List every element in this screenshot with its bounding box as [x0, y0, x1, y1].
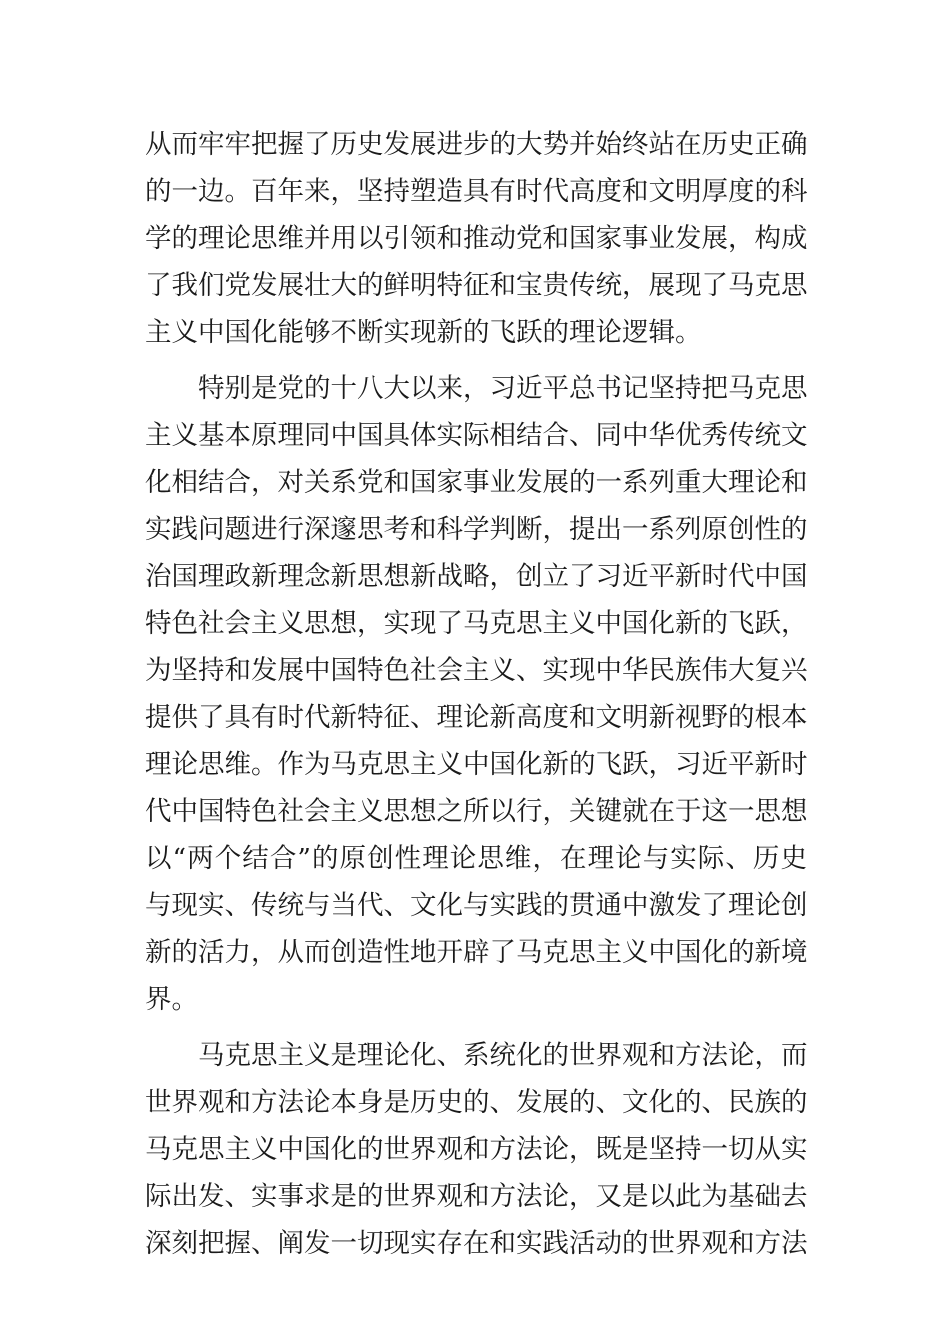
text-line: 理论思维。作为马克思主义中国化新的飞跃，习近平新时: [145, 749, 808, 780]
text-line: 主义基本原理同中国具体实际相结合、同中华优秀传统文: [145, 420, 808, 451]
text-line: 界。: [145, 984, 198, 1015]
text-line: 实践问题进行深邃思考和科学判断，提出一系列原创性的: [145, 514, 808, 545]
text-line: 以“两个结合”的原创性理论思维，在理论与实际、历史: [145, 843, 807, 874]
body-text: [145, 121, 807, 1267]
text-line: 的一边。百年来，坚持塑造具有时代高度和文明厚度的科: [145, 176, 808, 207]
paragraph-3: [145, 1032, 807, 1267]
text-line: 与现实、传统与当代、文化与实践的贯通中激发了理论创: [145, 890, 808, 921]
paragraph-2: [145, 365, 807, 1023]
text-line: 从而牢牢把握了历史发展进步的大势并始终站在历史正确: [145, 129, 808, 160]
text-line: 为坚持和发展中国特色社会主义、实现中华民族伟大复兴: [145, 655, 808, 686]
text-line: 际出发、实事求是的世界观和方法论，又是以此为基础去: [145, 1181, 808, 1212]
text-line: 治国理政新理念新思想新战略，创立了习近平新时代中国: [145, 561, 808, 592]
text-line: 提供了具有时代新特征、理论新高度和文明新视野的根本: [145, 702, 808, 733]
text-line: 马克思主义中国化的世界观和方法论，既是坚持一切从实: [145, 1134, 808, 1165]
text-line: 新的活力，从而创造性地开辟了马克思主义中国化的新境: [145, 937, 808, 968]
text-line: 世界观和方法论本身是历史的、发展的、文化的、民族的: [145, 1087, 808, 1118]
text-line: 深刻把握、阐发一切现实存在和实践活动的世界观和方法: [145, 1228, 808, 1259]
text-line: 主义中国化能够不断实现新的飞跃的理论逻辑。: [145, 317, 702, 348]
text-line: 特别是党的十八大以来，习近平总书记坚持把马克思: [198, 373, 808, 404]
text-line: 马克思主义是理论化、系统化的世界观和方法论，而: [198, 1040, 808, 1071]
text-line: 化相结合，对关系党和国家事业发展的一系列重大理论和: [145, 467, 808, 498]
text-line: 代中国特色社会主义思想之所以行，关键就在于这一思想: [145, 796, 808, 827]
text-line: 学的理论思维并用以引领和推动党和国家事业发展，构成: [145, 223, 808, 254]
text-line: 特色社会主义思想，实现了马克思主义中国化新的飞跃，: [145, 608, 808, 639]
paragraph-1: [145, 121, 807, 356]
text-line: 了我们党发展壮大的鲜明特征和宝贵传统，展现了马克思: [145, 270, 808, 301]
